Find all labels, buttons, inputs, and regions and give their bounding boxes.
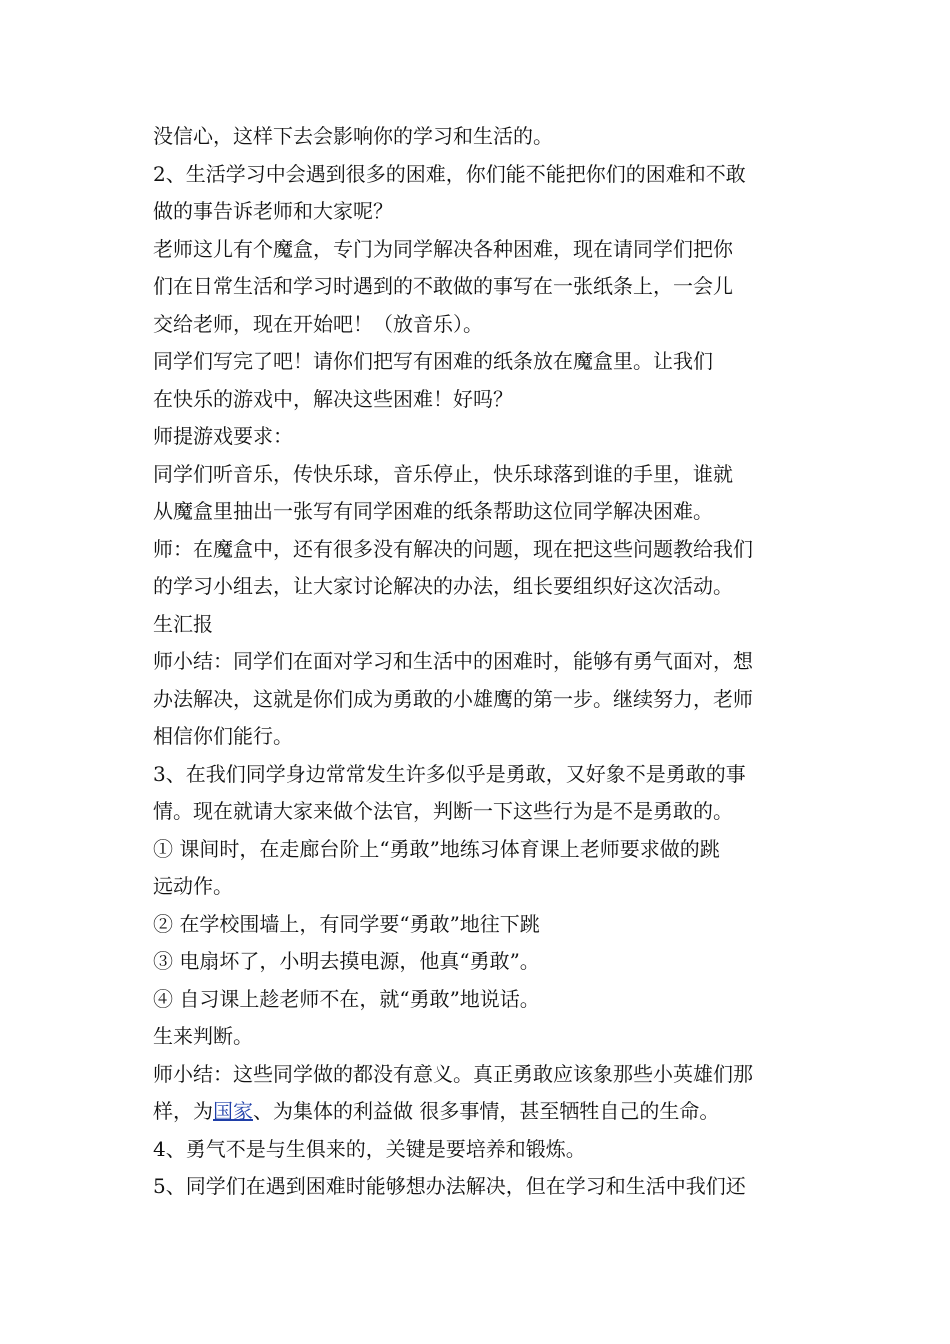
text-line: 老师这儿有个魔盒，专门为同学解决各种困难，现在请同学们把你 — [153, 237, 733, 261]
text-line: 情。现在就请大家来做个法官，判断一下这些行为是不是勇敢的。 — [153, 799, 733, 823]
text-line: 从魔盒里抽出一张写有同学困难的纸条帮助这位同学解决困难。 — [153, 499, 713, 523]
text-line: ① 课间时，在走廊台阶上“勇敢”地练习体育课上老师要求做的跳 — [153, 837, 720, 861]
text-line: 的学习小组去，让大家讨论解决的办法，组长要组织好这次活动。 — [153, 574, 733, 598]
text-line: 4、勇气不是与生俱来的，关键是要培养和锻炼。 — [153, 1137, 586, 1161]
text-line: 相信你们能行。 — [153, 724, 293, 748]
text-line: ④ 自习课上趁老师不在，就“勇敢”地说话。 — [153, 987, 540, 1011]
text-fragment: 、为集体的利益做 很多事情，甚至牺牲自己的生命。 — [253, 1099, 720, 1123]
text-line: 们在日常生活和学习时遇到的不敢做的事写在一张纸条上，一会儿 — [153, 274, 733, 298]
text-line: 3、在我们同学身边常常发生许多似乎是勇敢，又好象不是勇敢的事 — [153, 762, 746, 786]
text-line: 做的事告诉老师和大家呢？ — [153, 199, 393, 223]
text-line: 2、生活学习中会遇到很多的困难，你们能不能把你们的困难和不敢 — [153, 162, 746, 186]
text-line: 师提游戏要求： — [153, 424, 293, 448]
text-line: 没信心，这样下去会影响你的学习和生活的。 — [153, 124, 553, 148]
text-line-with-link — [153, 1097, 813, 1125]
country-link[interactable]: 国家 — [213, 1099, 253, 1123]
text-line: 同学们听音乐，传快乐球，音乐停止，快乐球落到谁的手里，谁就 — [153, 462, 733, 486]
text-line: 师：在魔盒中，还有很多没有解决的问题，现在把这些问题教给我们 — [153, 537, 753, 561]
text-line: 生来判断。 — [153, 1024, 253, 1048]
text-line: 同学们写完了吧！请你们把写有困难的纸条放在魔盒里。让我们 — [153, 349, 713, 373]
text-line: 师小结：同学们在面对学习和生活中的困难时，能够有勇气面对，想 — [153, 649, 753, 673]
text-line: ③ 电扇坏了，小明去摸电源，他真“勇敢”。 — [153, 949, 540, 973]
text-fragment: 样，为 — [153, 1099, 213, 1123]
text-line: ② 在学校围墙上，有同学要“勇敢”地往下跳 — [153, 912, 540, 936]
text-line: 师小结：这些同学做的都没有意义。真正勇敢应该象那些小英雄们那 — [153, 1062, 753, 1086]
text-line: 办法解决，这就是你们成为勇敢的小雄鹰的第一步。继续努力，老师 — [153, 687, 753, 711]
text-line: 5、同学们在遇到困难时能够想办法解决，但在学习和生活中我们还 — [153, 1174, 746, 1198]
text-line: 生汇报 — [153, 612, 213, 636]
text-line: 远动作。 — [153, 874, 233, 898]
text-line: 在快乐的游戏中，解决这些困难！好吗？ — [153, 387, 513, 411]
text-line: 交给老师，现在开始吧！（放音乐）。 — [153, 312, 483, 336]
